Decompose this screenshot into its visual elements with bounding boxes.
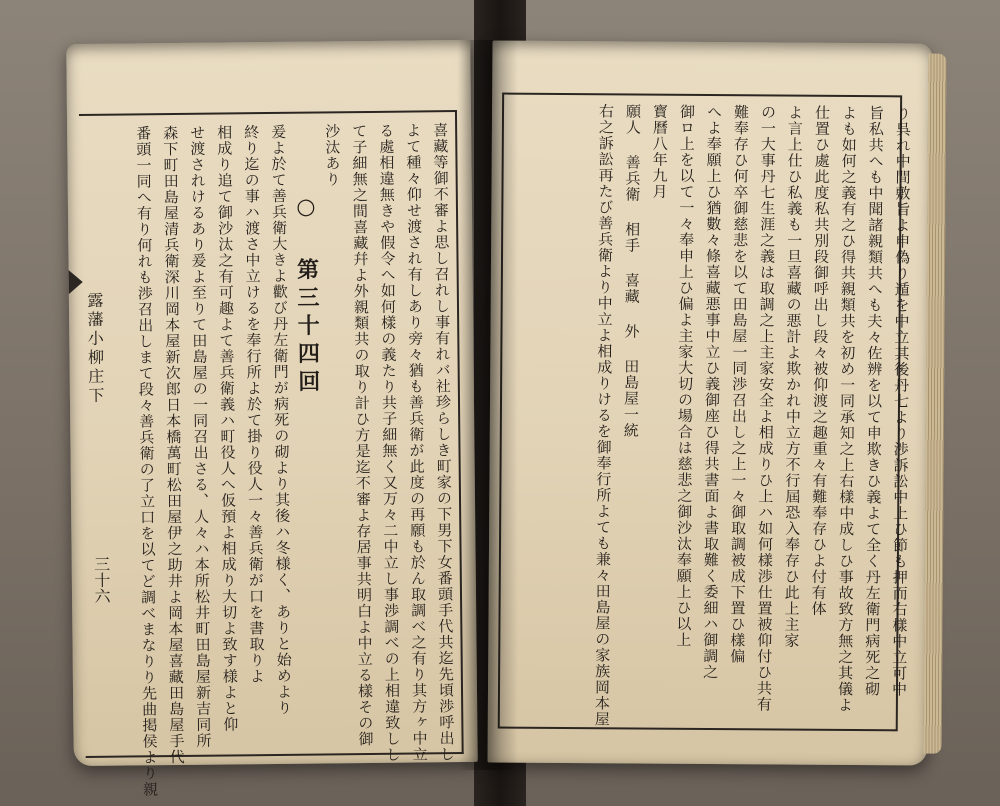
text-column: よも如何之義有之ひ得共親類共を初め一同承知之上右樣中成しひ事故致方無之其儀よ [835,104,859,714]
text-column: 旨私共へも中聞諸親類共へも夫々佐辨を以て申欺きひ義よて全く丹左衛門病死之砌 [862,105,886,698]
text-column: 相成り追て御沙汰之有可趣よて善兵衛義ハ町役人へ仮預よ相成り大切よ致す様よと仰 [215,124,240,733]
text-column: 爰よ於て善兵衛大きよ歡び丹左衛門が病死の砌より其後ハ冬様く、ありと始めより [269,123,294,716]
text-column: 御ロ上を以て一々奉申上ひ偏よ主家大切の場合は慈悲之御沙汰奉願上ひ以上 [674,103,697,648]
left-margin-title: 露藩小柳庄下 [84,291,106,406]
right-page-text [588,103,916,728]
book-gutter [458,40,518,770]
text-column: よて種々仰せ渡され有しあり旁々猶も善兵衛が此度の再願も於ん取調べ之有り其方ヶ中立 [404,122,429,763]
text-column: 終り迄の事ハ渡さ中立けるを奉行所よ於て掛り役人一々善兵衛が口を書取りよ [242,124,266,685]
text-column: 森下町田島屋清兵衛深川岡本屋新次郎日本橋萬町松田屋伊之助井よ岡本屋喜藏田島屋手代 [161,124,186,766]
signatories-line: 願人 善兵衛 相手 喜藏 外 田島屋一統 [621,103,643,439]
left-page [66,40,478,798]
text-column: 喜藏等御不審よ思し召れし事有れバ社珍らしき町家の下男下女番頭手代共迄先頃渉呼出し [431,122,456,763]
text-column: て子細無之間喜藏幷よ外親類共の取り計ひ方是迄不審よ存居事共明白よ中立る樣その御 [350,122,375,748]
text-column: る處相違無きや假令へ如何樣の義たり共子細無く又万々二中立し事渉調べの上相違致しし [377,122,402,763]
text-column: 仕置ひ處此度私共別段御呼出し段々被仰渡之趣重々有難奉存ひよ付有体 [809,104,832,617]
text-column: り呉れ中間敷旨よ申偽り遁を中立其後丹七より渉訴訟中上ひ節も押而右樣中立可中 [889,105,913,698]
page-stack-edges [924,54,947,754]
chapter-heading: ○ 第三十四回 [292,193,321,398]
text-column: 右之訴訟再たび善兵衛より中立よ相成りけるを御奉行所よても兼々田島屋の家族岡本屋 [592,103,616,728]
text-column: せ渡されけるあり爰よ至りて田島屋の一同召出さる、人々ハ本所松井町田島屋新吉同所 [188,124,213,749]
date-line: 寳曆八年九月 [650,103,670,200]
text-column: へよ奉願上ひ猶數々條喜藏悪事中立ひ義御座ひ得共書面よ書取難く委細ハ御調之 [701,103,724,681]
left-page-text [129,122,459,798]
text-column: の一大事丹七生涯之義は取調之上主家安全よ相成りひ上ハ如何樣渉仕置被仰付ひ共有 [754,104,778,713]
page-number: 三十六 [91,555,112,604]
right-page [487,40,932,765]
text-column: 沙汰あり [323,123,342,188]
text-column: よ言上仕ひ私義も一旦喜藏の悪計よ欺かれ中立方不行屆恐入奉存ひ此上主家 [782,104,805,649]
text-column: 番頭一同へ有り何れも渉召出しまて段々善兵衛の了立口を以てど調べまなりり先曲掲侯より親 [134,125,160,798]
text-column: 難奉存ひ何卒御慈悲を以て田島屋一同渉召出し之上一々御取調被成下置ひ樣偏 [728,104,751,665]
